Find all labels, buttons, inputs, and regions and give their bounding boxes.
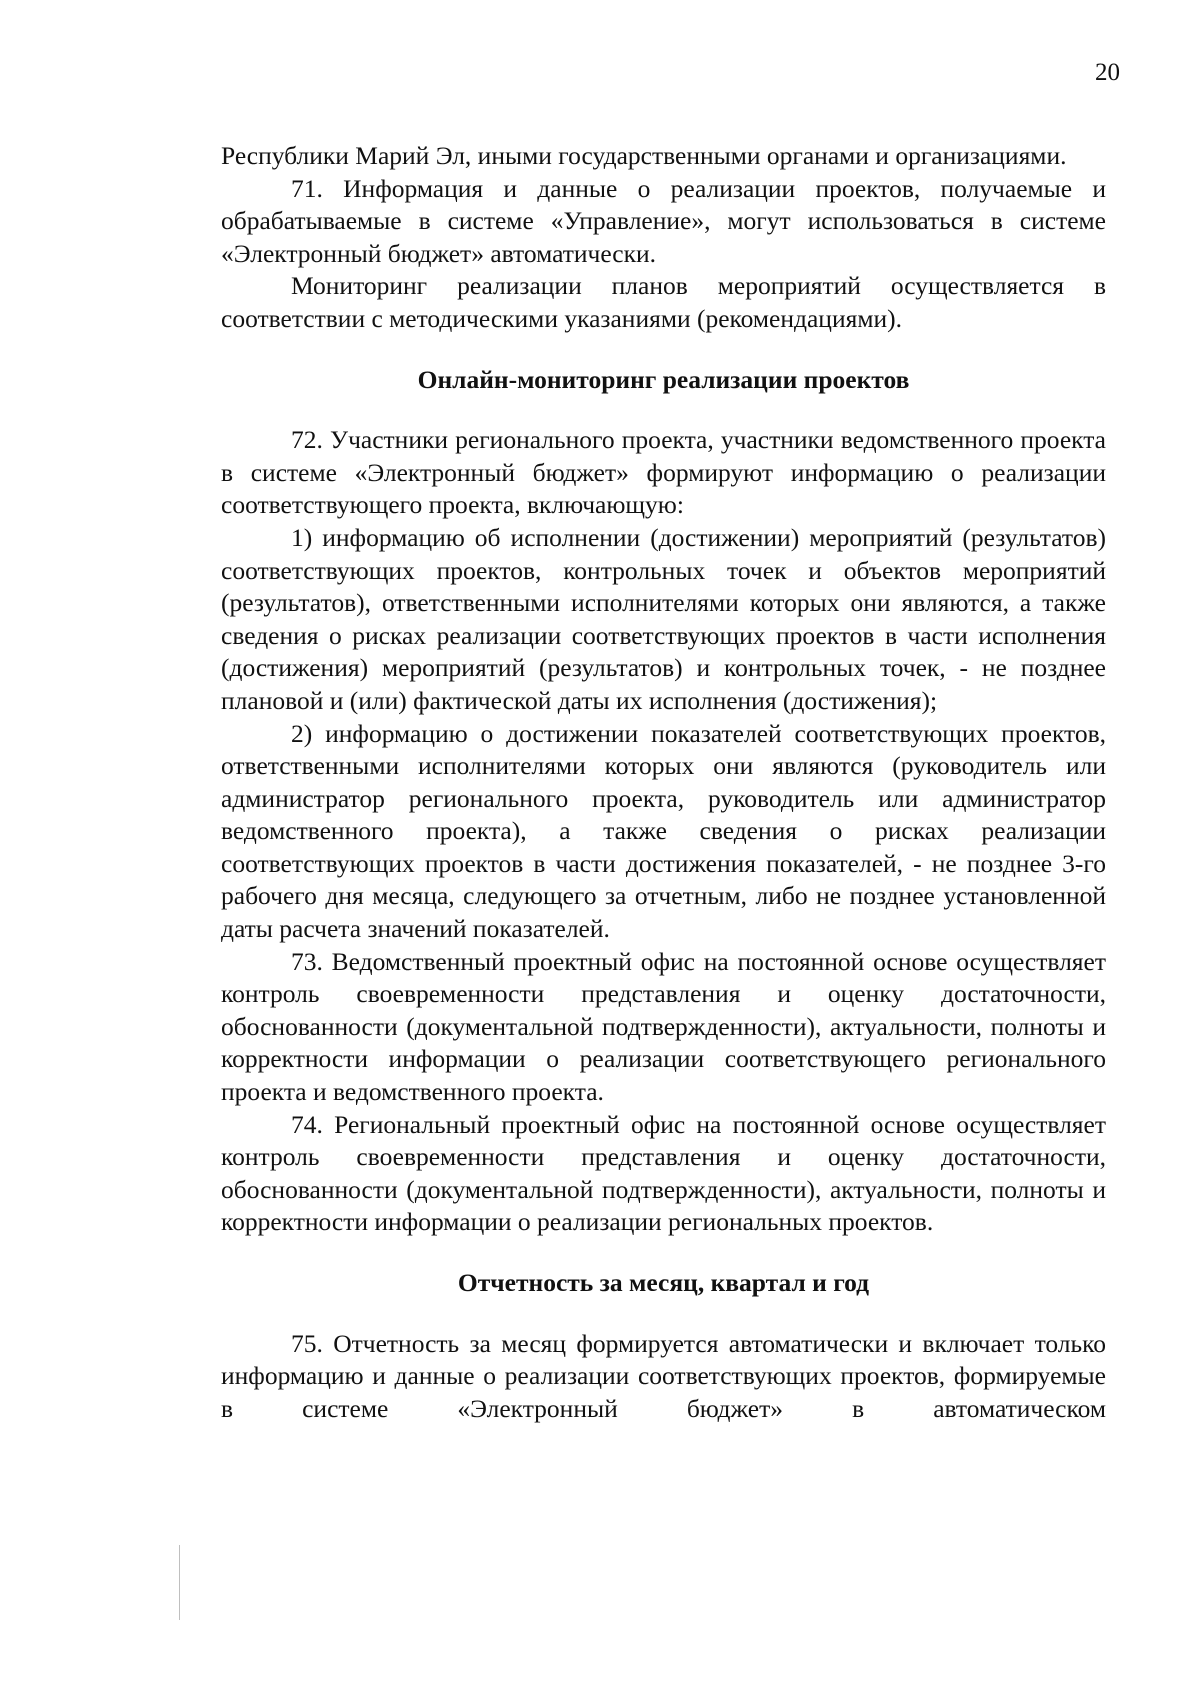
- document-body: [221, 140, 1106, 1425]
- paragraph-71: 71. Информация и данные о реализации проектов, получаемые и обрабатываемые в системе «Управление», могут использоваться в системе «Электронный бюджет» автоматически.: [221, 173, 1106, 268]
- paragraph-intro: Республики Марий Эл, иными государственными органами и организациями.: [221, 141, 1067, 170]
- paragraph-72-item-2: 2) информацию о достижении показателей соответствующих проектов, ответственными исполнителями которых они являются (руководитель или администратор регионального проекта, руководитель или администратор ведомственного проекта), а также сведения о рисках реализации соответствующих проектов в части достижения показателей, - не позднее 3-го рабочего дня месяца, следующего за отчетным, либо не позднее установленной даты расчета значений показателей.: [221, 718, 1106, 944]
- page-number: 20: [1095, 59, 1120, 86]
- paragraph-74: 74. Региональный проектный офис на постоянной основе осуществляет контроль своевременности представления и оценку достаточности, обоснованности (документальной подтвержденности), актуальности, полноты и корректности информации о реализации региональных проектов.: [221, 1109, 1106, 1237]
- paragraph-72-item-1: 1) информацию об исполнении (достижении) мероприятий (результатов) соответствующих проектов, контрольных точек и объектов мероприятий (результатов), ответственными исполнителями которых они являются, а также сведения о рисках реализации соответствующих проектов в части исполнения (достижения) мероприятий (результатов) и контрольных точек, - не позднее плановой и (или) фактической даты их исполнения (достижения);: [221, 522, 1106, 715]
- scan-edge-mark: [179, 1545, 180, 1620]
- paragraph-73: 73. Ведомственный проектный офис на постоянной основе осуществляет контроль своевременности представления и оценку достаточности, обоснованности (документальной подтвержденности), актуальности, полноты и корректности информации о реализации соответствующего регионального проекта и ведомственного проекта.: [221, 946, 1106, 1107]
- section-heading-online-monitoring: Онлайн-мониторинг реализации проектов: [417, 364, 910, 394]
- paragraph-72: 72. Участники регионального проекта, участники ведомственного проекта в системе «Электронный бюджет» формируют информацию о реализации соответствующего проекта, включающую:: [221, 425, 1106, 520]
- paragraph-75: 75. Отчетность за месяц формируется автоматически и включает только информацию и данные о реализации соответствующих проектов, формируемые в системе «Электронный бюджет» в автоматическом: [221, 1328, 1106, 1423]
- section-heading-reporting: Отчетность за месяц, квартал и год: [457, 1268, 870, 1297]
- paragraph-monitoring: Мониторинг реализации планов мероприятий осуществляется в соответствии с методическими указаниями (рекомендациями).: [221, 271, 1106, 333]
